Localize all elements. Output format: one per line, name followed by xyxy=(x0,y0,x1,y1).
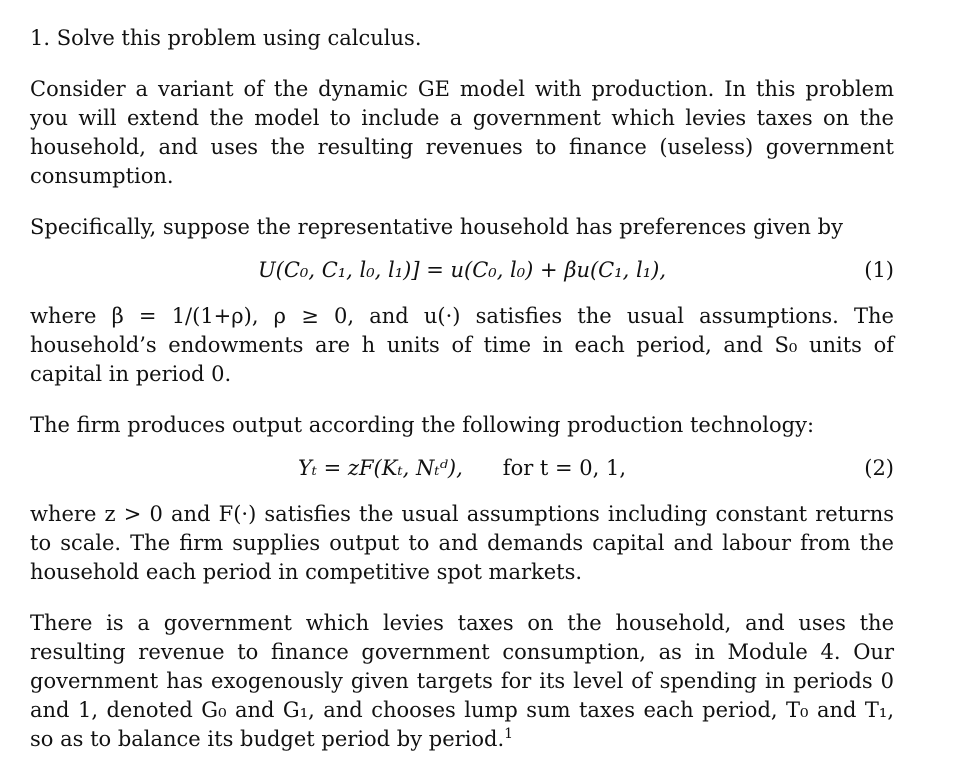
equation-1-row xyxy=(30,256,894,288)
technology-paragraph: The firm produces output according the following production technology: xyxy=(30,413,815,437)
firm-paragraph: where z > 0 and F(·) satisfies the usual assumptions including constant returns to scale. The firm supplies output to and demands capital and labour from the household each period in competitive spot markets. xyxy=(30,502,894,584)
preferences-paragraph: Specifically, suppose the representative household has preferences given by xyxy=(30,215,843,239)
government-paragraph-wrapper xyxy=(30,609,894,754)
problem-heading: 1. Solve this problem using calculus. xyxy=(30,26,422,50)
utility-equation: U(C₀, C₁, l₀, l₁)] = u(C₀, l₀) + βu(C₁, l₁), xyxy=(257,258,667,282)
problem-document xyxy=(30,24,894,776)
endowment-paragraph: where β = 1/(1+ρ), ρ ≥ 0, and u(·) satisfies the usual assumptions. The household’s endowments are h units of time in each period, and S₀ units of capital in period 0. xyxy=(30,304,894,386)
production-equation-line xyxy=(30,454,894,483)
government-paragraph: There is a government which levies taxes on the household, and uses the resulting revenue to finance government consumption, as in Module 4. Our government has exogenously given targets for its level of spending in periods 0 and 1, denoted G₀ and G₁, and chooses lump sum taxes each period, T₀ and T₁, so as to balance its budget period by period. xyxy=(30,611,894,751)
equation-2-row xyxy=(30,454,894,486)
production-equation: Yₜ = zF(Kₜ, Nₜᵈ), xyxy=(297,456,463,480)
intro-paragraph: Consider a variant of the dynamic GE model with production. In this problem you will extend the model to include a government which levies taxes on the household, and uses the resulting revenues to finance (useless) government consumption. xyxy=(30,77,894,188)
production-condition: for t = 0, 1, xyxy=(502,456,627,480)
equation-1-number: (1) xyxy=(864,258,894,282)
equation-2-number: (2) xyxy=(864,456,894,480)
footnote-marker: 1 xyxy=(504,726,514,742)
